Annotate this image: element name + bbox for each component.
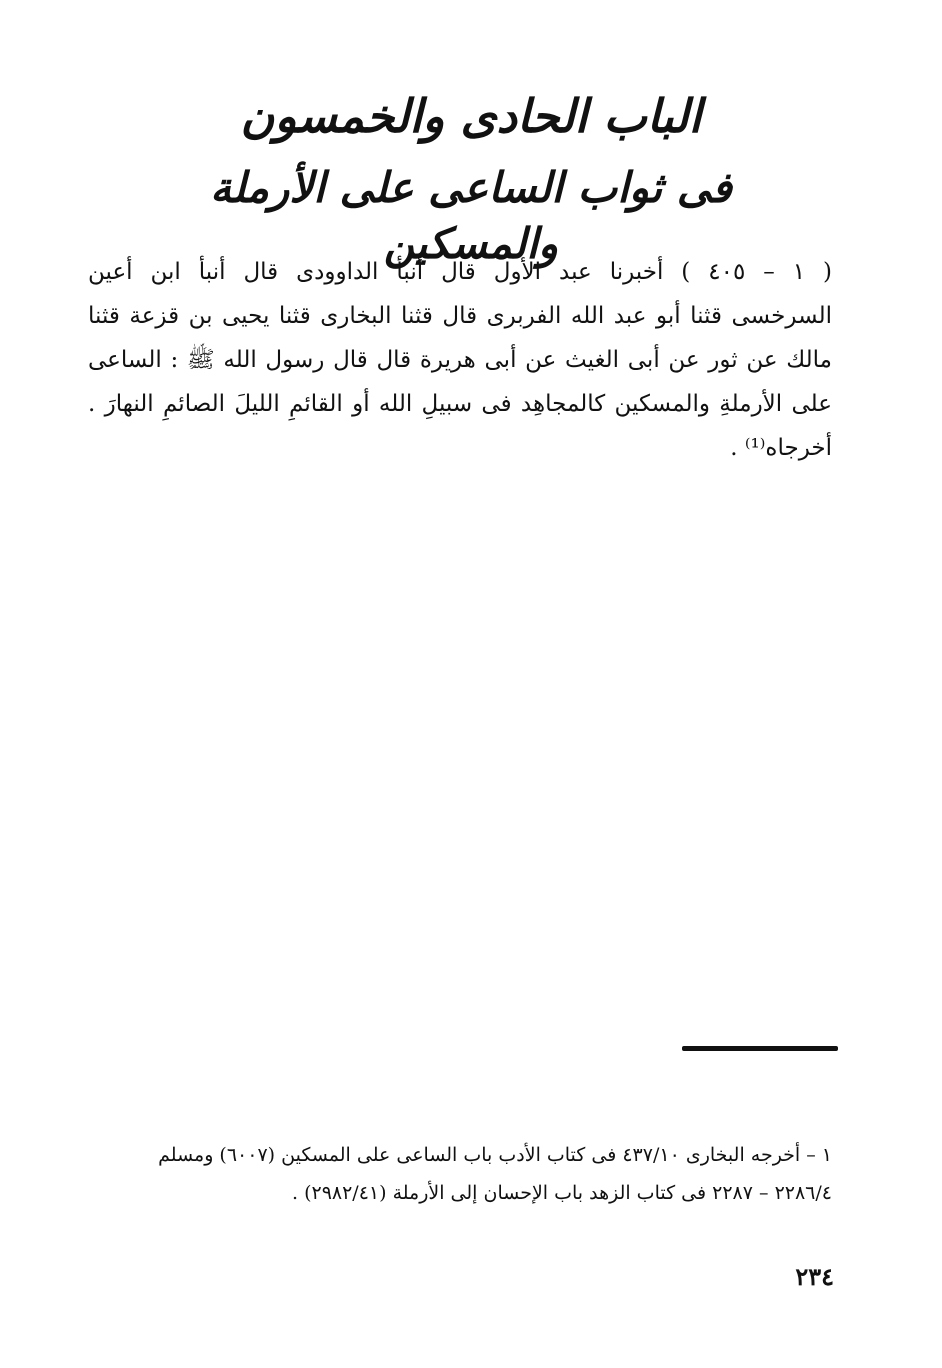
hadith-line: على الأرملةِ والمسكين كالمجاهِد فى سبيلِ الله أو القائمِ الليلَ الصائمِ النهارَ . (88, 391, 832, 417)
chapter-title: الباب الحادى والخمسون (240, 89, 702, 143)
footnote-line: ٢٢٨٦/٤ – ٢٢٨٧ فى كتاب الزهد باب الإحسان إلى الأرملة (٢٩٨٢/٤١) . (291, 1182, 832, 1204)
hadith-line: أخرجاه⁽¹⁾ . (730, 435, 832, 461)
hadith-line: ( ١ – ٤٠٥ ) أخبرنا عبد الأول قال أنبأ الداوودى قال أنبأ ابن أعين (88, 259, 832, 285)
hadith-text (88, 250, 832, 470)
chapter-subtitle: فى ثواب الساعى على الأرملة والمسكين (210, 163, 732, 268)
page-number: ٢٣٤ (795, 1262, 834, 1291)
footnote-line: ١ – أخرجه البخارى ٤٣٧/١٠ فى كتاب الأدب باب الساعى على المسكين (٦٠٠٧) ومسلم (158, 1144, 832, 1166)
footnote-divider (682, 1046, 838, 1051)
hadith-line: السرخسى قثنا أبو عبد الله الفربرى قال قثنا البخارى قثنا يحيى بن قزعة قثنا (88, 303, 832, 329)
footnotes (90, 1136, 832, 1212)
hadith-line: مالك عن ثور عن أبى الغيث عن أبى هريرة قال قال رسول الله ﷺ : الساعى (88, 347, 832, 373)
